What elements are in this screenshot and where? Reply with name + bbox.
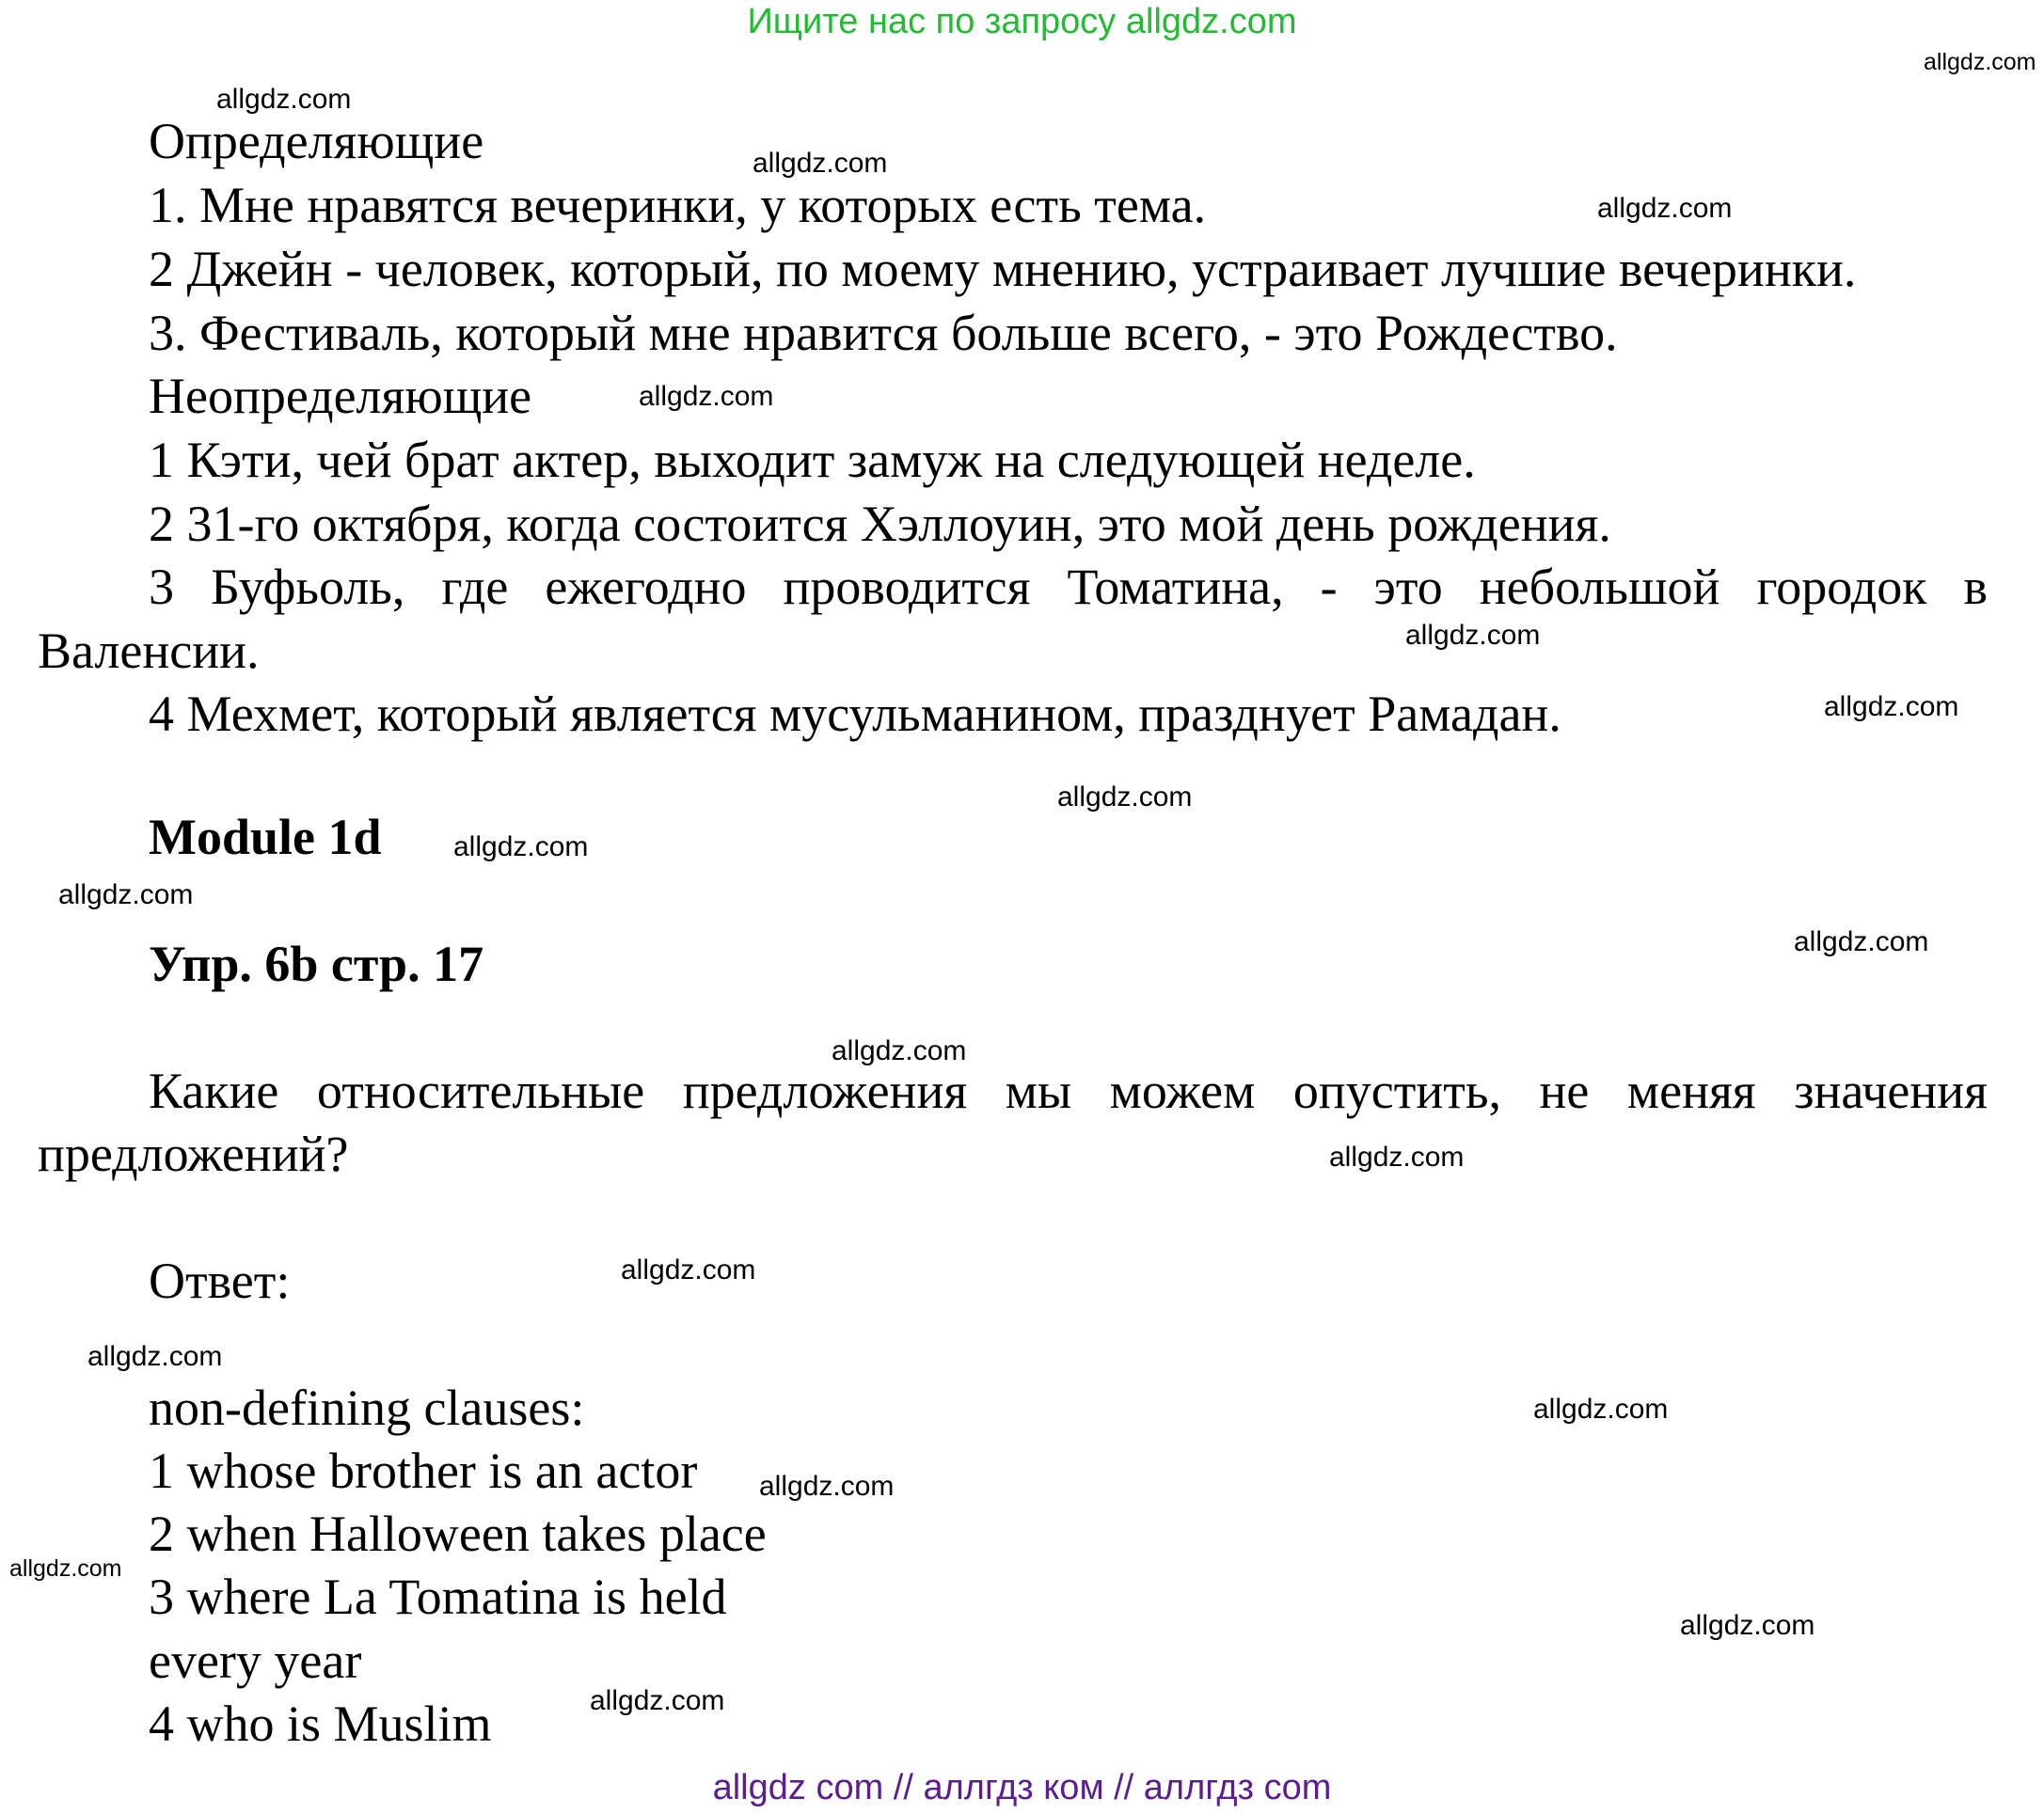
watermark: allgdz.com bbox=[639, 381, 774, 412]
watermark: allgdz.com bbox=[1924, 49, 2036, 75]
answer-heading: non-defining clauses: bbox=[149, 1380, 585, 1436]
watermark: allgdz.com bbox=[216, 84, 352, 115]
answer-item-3-cont: every year bbox=[149, 1633, 362, 1689]
watermark: allgdz.com bbox=[1533, 1394, 1669, 1425]
watermark: allgdz.com bbox=[9, 1555, 122, 1582]
non-defining-heading: Неопределяющие bbox=[149, 368, 532, 424]
watermark: allgdz.com bbox=[1057, 781, 1193, 812]
non-defining-line-4: 4 Мехмет, который является мусульманином, празднует Рамадан. bbox=[149, 686, 1561, 742]
watermark: allgdz.com bbox=[1597, 193, 1733, 224]
watermark: allgdz.com bbox=[58, 879, 194, 910]
answer-label: Ответ: bbox=[149, 1253, 291, 1309]
watermark: allgdz.com bbox=[1329, 1142, 1465, 1173]
footer-links: allgdz com // аллгдз ком // аллгдз com bbox=[712, 1768, 1332, 1807]
non-defining-line-1: 1 Кэти, чей брат актер, выходит замуж на следующей неделе. bbox=[149, 432, 1476, 488]
defining-line-1: 1. Мне нравятся вечеринки, у которых есть тема. bbox=[149, 177, 1207, 233]
exercise-title: Упр. 6b стр. 17 bbox=[149, 936, 484, 992]
watermark: allgdz.com bbox=[753, 148, 888, 179]
answer-item-2: 2 when Halloween takes place bbox=[149, 1506, 767, 1562]
defining-line-2: 2 Джейн - человек, который, по моему мнению, устраивает лучшие вечеринки. bbox=[149, 241, 1857, 297]
watermark: allgdz.com bbox=[1824, 691, 1959, 722]
watermark: allgdz.com bbox=[1680, 1610, 1815, 1641]
watermark: allgdz.com bbox=[832, 1035, 967, 1066]
module-title: Module 1d bbox=[149, 809, 382, 865]
defining-line-3: 3. Фестиваль, который мне нравится больше всего, - это Рождество. bbox=[149, 305, 1618, 361]
watermark: allgdz.com bbox=[1405, 620, 1541, 651]
answer-item-1: 1 whose brother is an actor bbox=[149, 1443, 698, 1499]
watermark: allgdz.com bbox=[621, 1254, 756, 1286]
search-banner: Ищите нас по запросу allgdz.com bbox=[747, 2, 1297, 41]
watermark: allgdz.com bbox=[87, 1341, 223, 1372]
question-line-2: предложений? bbox=[38, 1126, 349, 1182]
non-defining-line-3: 3 Буфьоль, где ежегодно проводится Томатина, - это небольшой городок в bbox=[149, 559, 1988, 615]
non-defining-line-3-cont: Валенсии. bbox=[38, 623, 260, 679]
watermark: allgdz.com bbox=[1794, 926, 1929, 957]
defining-heading: Определяющие bbox=[149, 113, 484, 169]
watermark: allgdz.com bbox=[590, 1685, 725, 1716]
answer-item-3: 3 where La Tomatina is held bbox=[149, 1569, 727, 1625]
question-line-1: Какие относительные предложения мы можем опустить, не меняя значения bbox=[149, 1063, 1988, 1119]
answer-item-4: 4 who is Muslim bbox=[149, 1696, 492, 1752]
watermark: allgdz.com bbox=[759, 1471, 895, 1502]
watermark: allgdz.com bbox=[453, 831, 589, 862]
non-defining-line-2: 2 31-го октября, когда состоится Хэллоуин, это мой день рождения. bbox=[149, 496, 1611, 552]
